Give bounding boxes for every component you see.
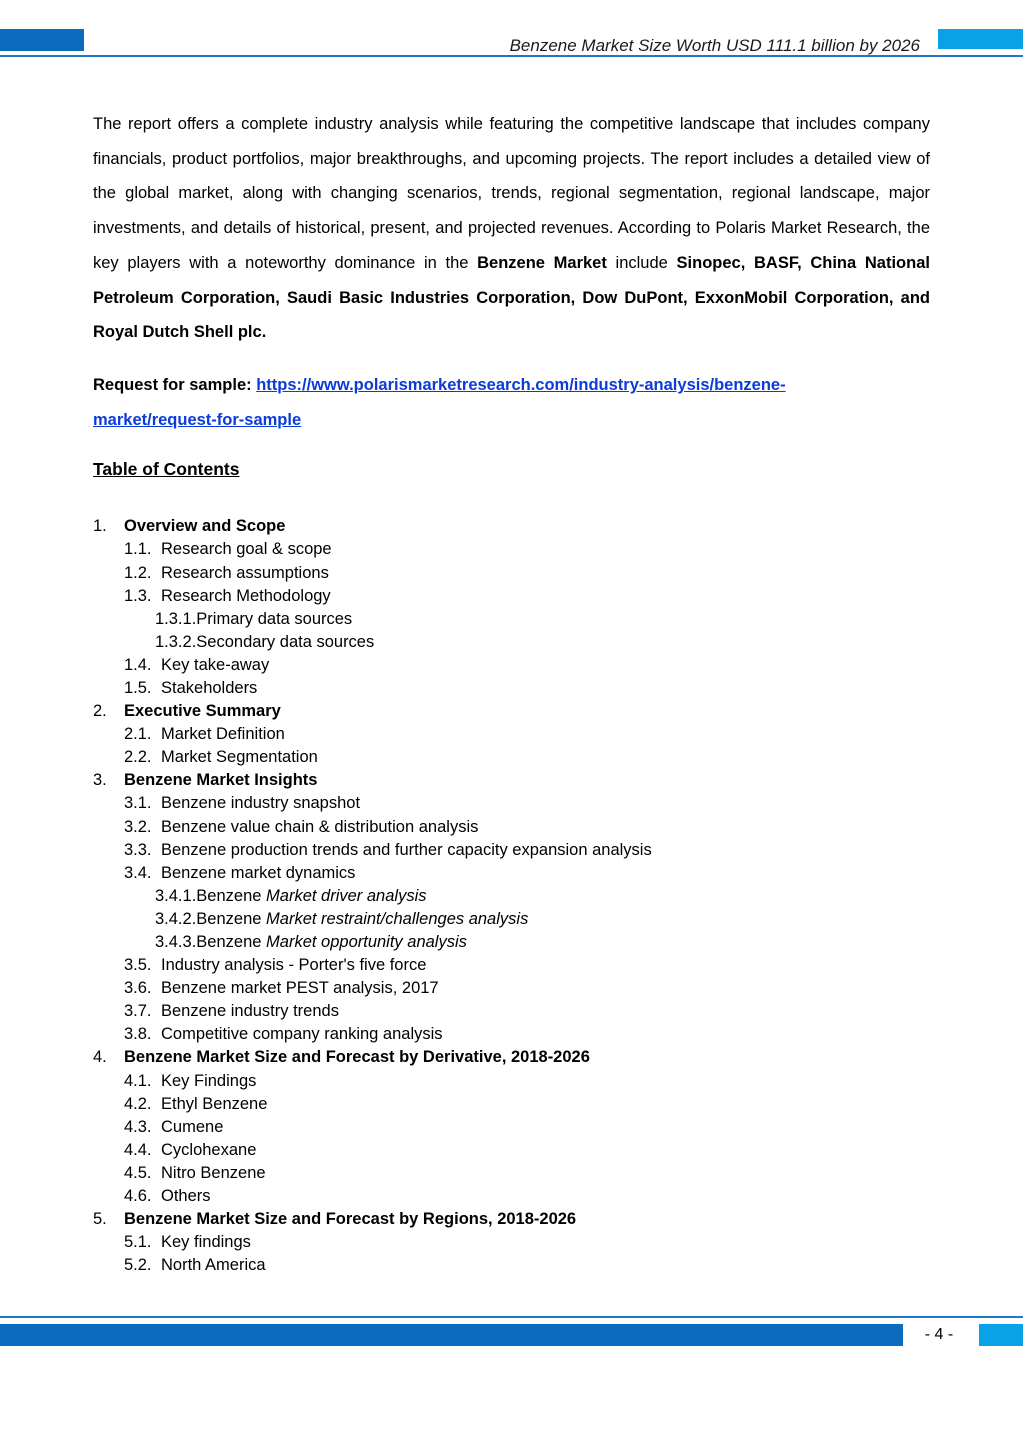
toc-item-number: 2.: [93, 702, 107, 721]
toc-item-label: Research goal & scope: [161, 540, 332, 559]
toc-item: [93, 585, 930, 608]
toc-item-number: 4.3.: [124, 1117, 152, 1136]
toc-item-number: 4.4.: [124, 1140, 152, 1159]
toc-item-label: Competitive company ranking analysis: [161, 1025, 443, 1044]
toc-item: [93, 954, 930, 977]
toc-item: [93, 908, 930, 931]
toc-title: Table of Contents: [93, 459, 240, 480]
toc-item-label: Market driver analysis: [266, 886, 427, 905]
page-content: [93, 107, 930, 1277]
toc-item: [93, 1000, 930, 1023]
intro-bold-players: Sinopec, BASF, China National Petroleum Corporation, Saudi Basic Industries Corporation, Dow DuPont, ExxonMobil Corporation, and Royal Dutch Shell plc.: [93, 253, 930, 342]
toc-item-label: Benzene Market Size and Forecast by Derivative, 2018-2026: [124, 1048, 590, 1067]
toc-item-label: Others: [161, 1187, 211, 1206]
toc-item-number: 3.5.: [124, 956, 152, 975]
toc-item: [93, 608, 930, 631]
toc-item: [93, 977, 930, 1000]
table-of-contents: [93, 515, 930, 1277]
footer-right-bar: [979, 1324, 1023, 1346]
sample-link-line1: https://www.polarismarketresearch.com/industry-analysis/benzene-: [256, 375, 786, 394]
toc-item-number: 1.: [93, 517, 107, 536]
toc-item-number: 3.8.: [124, 1025, 152, 1044]
footer-rule: [0, 1316, 1023, 1318]
toc-item-number: 3.4.3.: [155, 933, 197, 952]
toc-item: [93, 562, 930, 585]
header-left-bar: [0, 29, 84, 51]
toc-item: [93, 839, 930, 862]
toc-item: [93, 700, 930, 723]
toc-item-label: Overview and Scope: [124, 517, 286, 536]
toc-item: [93, 1185, 930, 1208]
toc-item-label: Cumene: [161, 1117, 224, 1136]
toc-item-label: Benzene production trends and further capacity expansion analysis: [161, 840, 652, 859]
toc-item-label: Key findings: [161, 1233, 251, 1252]
toc-item-number: 3.2.: [124, 817, 152, 836]
toc-item-label: Market opportunity analysis: [266, 933, 467, 952]
toc-item-label: Benzene market PEST analysis, 2017: [161, 979, 439, 998]
toc-item-label: Benzene Market Size and Forecast by Regions, 2018-2026: [124, 1210, 577, 1229]
toc-item: [93, 1070, 930, 1093]
toc-item: [93, 723, 930, 746]
sample-label: Request for sample:: [93, 375, 257, 394]
toc-item-label: Benzene Market Insights: [124, 771, 318, 790]
toc-item-number: 4.: [93, 1048, 107, 1067]
toc-item: [93, 1139, 930, 1162]
toc-item: [93, 1093, 930, 1116]
toc-item-label: Benzene market dynamics: [161, 863, 356, 882]
toc-item-label: Market Definition: [161, 725, 285, 744]
toc-item: [93, 1023, 930, 1046]
intro-paragraph: [93, 107, 930, 350]
intro-text-include: include: [606, 253, 677, 272]
toc-item: [93, 746, 930, 769]
header-title: Benzene Market Size Worth USD 111.1 billion by 2026: [509, 36, 920, 55]
toc-item-prefix: Benzene: [196, 933, 267, 952]
toc-item-number: 1.2.: [124, 563, 152, 582]
toc-item-label: Stakeholders: [161, 678, 258, 697]
toc-item-label: Executive Summary: [124, 702, 281, 721]
toc-item-number: 1.4.: [124, 655, 152, 674]
toc-item-label: Research Methodology: [161, 586, 331, 605]
toc-item: [93, 515, 930, 538]
toc-item: [93, 677, 930, 700]
toc-item: [93, 931, 930, 954]
toc-item-label: Research assumptions: [161, 563, 329, 582]
header-rule: [0, 55, 1023, 57]
toc-item: [93, 538, 930, 561]
toc-item-label: Key take-away: [161, 655, 270, 674]
toc-item-number: 3.4.2.: [155, 909, 197, 928]
toc-item-label: Cyclohexane: [161, 1140, 257, 1159]
request-sample: [93, 368, 930, 437]
toc-item-number: 1.5.: [124, 678, 152, 697]
toc-item: [93, 816, 930, 839]
sample-link-line2: market/request-for-sample: [93, 410, 302, 429]
toc-item: [93, 862, 930, 885]
toc-item: [93, 1162, 930, 1185]
toc-item-number: 2.1.: [124, 725, 152, 744]
toc-item-label: Benzene value chain & distribution analysis: [161, 817, 479, 836]
toc-item-number: 2.2.: [124, 748, 152, 767]
footer-bar: [0, 1324, 903, 1346]
toc-item-number: 3.3.: [124, 840, 152, 859]
toc-item-label: Benzene industry trends: [161, 1002, 339, 1021]
toc-item-number: 3.: [93, 771, 107, 790]
toc-item-number: 3.4.1.: [155, 886, 197, 905]
toc-item-label: Nitro Benzene: [161, 1163, 266, 1182]
toc-item-label: Key Findings: [161, 1071, 257, 1090]
toc-item-label: Benzene industry snapshot: [161, 794, 361, 813]
toc-item: [93, 1208, 930, 1231]
toc-item: [93, 631, 930, 654]
toc-item-number: 3.1.: [124, 794, 152, 813]
toc-item-number: 1.3.2.: [155, 632, 197, 651]
toc-item-number: 4.5.: [124, 1163, 152, 1182]
toc-item-number: 4.2.: [124, 1094, 152, 1113]
toc-item: [93, 1116, 930, 1139]
toc-item-number: 4.6.: [124, 1187, 152, 1206]
toc-item-label: Ethyl Benzene: [161, 1094, 268, 1113]
toc-item: [93, 769, 930, 792]
toc-item-prefix: Benzene: [196, 886, 267, 905]
toc-item-number: 1.3.1.: [155, 609, 197, 628]
toc-item-number: 3.7.: [124, 1002, 152, 1021]
header-right-bar: [938, 29, 1023, 49]
toc-item-prefix: Benzene: [196, 909, 267, 928]
toc-item: [93, 1254, 930, 1277]
toc-item-label: Industry analysis - Porter's five force: [161, 956, 427, 975]
toc-item-number: 3.4.: [124, 863, 152, 882]
toc-item: [93, 1046, 930, 1069]
toc-item: [93, 885, 930, 908]
toc-item-number: 5.1.: [124, 1233, 152, 1252]
toc-item: [93, 792, 930, 815]
toc-item-number: 1.1.: [124, 540, 152, 559]
toc-item-label: Market Segmentation: [161, 748, 318, 767]
toc-item: [93, 1231, 930, 1254]
intro-text: The report offers a complete industry analysis while featuring the competitive landscape that includes company financials, product portfolios, major breakthroughs, and upcoming projects. The report includes a detailed view of the global market, along with changing scenarios, trends, regional segmentation, regional landscape, major investments, and details of historical, present, and projected revenues. According to Polaris Market Research, the key players with a noteworthy dominance in the: [93, 115, 930, 272]
toc-item-number: 5.2.: [124, 1256, 152, 1275]
toc-item: [93, 654, 930, 677]
toc-item-label: Secondary data sources: [196, 632, 375, 651]
toc-item-label: Primary data sources: [196, 609, 353, 628]
toc-item-number: 3.6.: [124, 979, 152, 998]
toc-item-number: 1.3.: [124, 586, 152, 605]
toc-item-label: North America: [161, 1256, 266, 1275]
page-number: - 4 -: [924, 1326, 954, 1343]
intro-bold-market: Benzene Market: [477, 253, 607, 272]
toc-item-number: 5.: [93, 1210, 107, 1229]
toc-item-label: Market restraint/challenges analysis: [266, 909, 529, 928]
toc-item-number: 4.1.: [124, 1071, 152, 1090]
